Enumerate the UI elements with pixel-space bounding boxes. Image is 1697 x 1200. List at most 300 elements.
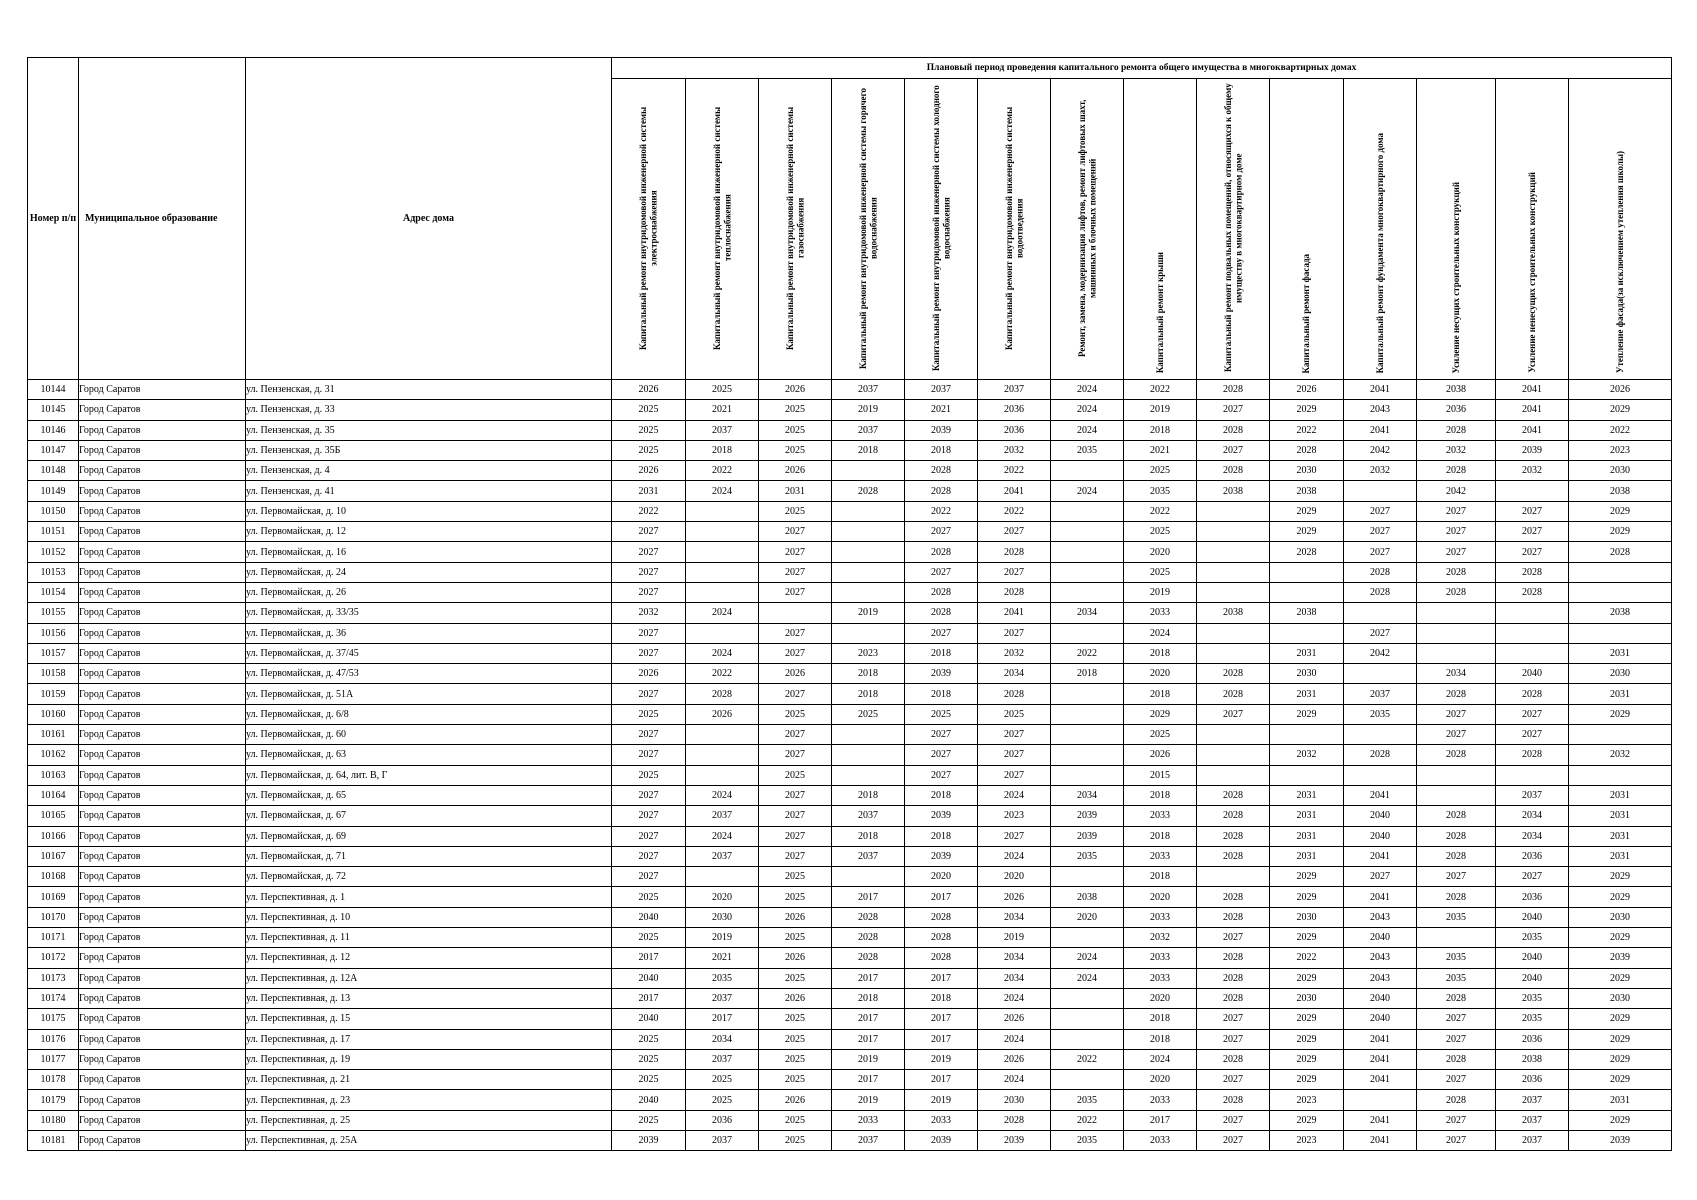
address-cell: ул. Перспективная, д. 12А bbox=[246, 968, 612, 988]
year-cell: 2028 bbox=[1417, 887, 1496, 907]
table-row bbox=[28, 623, 1672, 643]
year-cell: 2033 bbox=[1124, 968, 1197, 988]
year-cell: 2017 bbox=[905, 887, 978, 907]
year-cell: 2025 bbox=[759, 440, 832, 460]
year-cell: 2031 bbox=[1270, 846, 1344, 866]
year-cell: 2023 bbox=[1569, 440, 1672, 460]
year-cell: 2035 bbox=[1051, 440, 1124, 460]
table-row bbox=[28, 826, 1672, 846]
year-cell: 2039 bbox=[905, 846, 978, 866]
year-cell: 2029 bbox=[1270, 1110, 1344, 1130]
header-work-type bbox=[978, 79, 1051, 380]
year-cell: 2021 bbox=[1124, 440, 1197, 460]
year-cell: 2025 bbox=[686, 1090, 759, 1110]
year-cell: 2031 bbox=[1270, 806, 1344, 826]
year-cell: 2029 bbox=[1569, 704, 1672, 724]
year-cell: 2037 bbox=[832, 846, 905, 866]
year-cell: 2028 bbox=[1417, 1049, 1496, 1069]
municipality-cell: Город Саратов bbox=[79, 1070, 246, 1090]
table-row bbox=[28, 1110, 1672, 1130]
year-cell: 2027 bbox=[1197, 440, 1270, 460]
year-cell: 2040 bbox=[1496, 968, 1569, 988]
year-cell: 2019 bbox=[686, 928, 759, 948]
year-cell: 2038 bbox=[1270, 481, 1344, 501]
year-cell: 2025 bbox=[612, 1029, 686, 1049]
year-cell: 2022 bbox=[1270, 948, 1344, 968]
row-number: 10177 bbox=[28, 1049, 79, 1069]
year-cell: 2041 bbox=[1344, 1130, 1417, 1150]
year-cell bbox=[1197, 623, 1270, 643]
year-cell: 2039 bbox=[978, 1130, 1051, 1150]
year-cell: 2027 bbox=[759, 562, 832, 582]
year-cell: 2037 bbox=[686, 846, 759, 866]
year-cell: 2039 bbox=[905, 1130, 978, 1150]
year-cell: 2033 bbox=[1124, 846, 1197, 866]
year-cell: 2037 bbox=[686, 806, 759, 826]
year-cell bbox=[1344, 1090, 1417, 1110]
table-row bbox=[28, 745, 1672, 765]
table-row bbox=[28, 582, 1672, 602]
year-cell: 2030 bbox=[978, 1090, 1051, 1110]
year-cell: 2018 bbox=[1124, 1009, 1197, 1029]
year-cell: 2018 bbox=[905, 440, 978, 460]
municipality-cell: Город Саратов bbox=[79, 907, 246, 927]
year-cell: 2028 bbox=[1569, 542, 1672, 562]
year-cell: 2028 bbox=[1344, 745, 1417, 765]
year-cell: 2022 bbox=[686, 461, 759, 481]
year-cell: 2029 bbox=[1124, 704, 1197, 724]
year-cell: 2037 bbox=[686, 1049, 759, 1069]
year-cell: 2029 bbox=[1270, 1009, 1344, 1029]
year-cell: 2026 bbox=[1124, 745, 1197, 765]
table-row bbox=[28, 948, 1672, 968]
year-cell: 2035 bbox=[1051, 1130, 1124, 1150]
year-cell bbox=[686, 725, 759, 745]
year-cell: 2025 bbox=[612, 765, 686, 785]
year-cell: 2038 bbox=[1569, 603, 1672, 623]
year-cell: 2029 bbox=[1569, 501, 1672, 521]
year-cell: 2025 bbox=[1124, 461, 1197, 481]
year-cell: 2028 bbox=[978, 582, 1051, 602]
year-cell: 2019 bbox=[978, 928, 1051, 948]
year-cell: 2043 bbox=[1344, 907, 1417, 927]
year-cell: 2018 bbox=[832, 988, 905, 1008]
year-cell bbox=[1344, 603, 1417, 623]
year-cell bbox=[1197, 582, 1270, 602]
table-row bbox=[28, 785, 1672, 805]
year-cell: 2026 bbox=[759, 380, 832, 400]
year-cell: 2039 bbox=[612, 1130, 686, 1150]
year-cell: 2038 bbox=[1496, 1049, 1569, 1069]
year-cell: 2033 bbox=[1124, 603, 1197, 623]
year-cell: 2020 bbox=[1124, 887, 1197, 907]
year-cell: 2025 bbox=[612, 928, 686, 948]
municipality-cell: Город Саратов bbox=[79, 887, 246, 907]
year-cell: 2025 bbox=[612, 420, 686, 440]
year-cell: 2028 bbox=[905, 461, 978, 481]
year-cell: 2028 bbox=[1417, 461, 1496, 481]
year-cell: 2034 bbox=[978, 664, 1051, 684]
year-cell bbox=[832, 867, 905, 887]
header-work-type bbox=[1124, 79, 1197, 380]
municipality-cell: Город Саратов bbox=[79, 623, 246, 643]
year-cell: 2027 bbox=[1496, 725, 1569, 745]
municipality-cell: Город Саратов bbox=[79, 562, 246, 582]
year-cell: 2026 bbox=[1270, 380, 1344, 400]
address-cell: ул. Пензенская, д. 35Б bbox=[246, 440, 612, 460]
year-cell: 2022 bbox=[1051, 643, 1124, 663]
year-cell: 2033 bbox=[832, 1110, 905, 1130]
year-cell bbox=[1197, 765, 1270, 785]
year-cell: 2027 bbox=[612, 806, 686, 826]
year-cell: 2018 bbox=[1051, 664, 1124, 684]
year-cell: 2020 bbox=[905, 867, 978, 887]
year-cell: 2017 bbox=[832, 1029, 905, 1049]
row-number: 10149 bbox=[28, 481, 79, 501]
year-cell bbox=[1569, 765, 1672, 785]
year-cell: 2018 bbox=[1124, 867, 1197, 887]
address-cell: ул. Пензенская, д. 31 bbox=[246, 380, 612, 400]
table-header bbox=[28, 58, 1672, 380]
header-work-type-label: Капитальный ремонт крыши bbox=[1154, 251, 1165, 373]
year-cell: 2031 bbox=[1569, 1090, 1672, 1110]
year-cell: 2027 bbox=[1417, 704, 1496, 724]
year-cell: 2025 bbox=[759, 1049, 832, 1069]
year-cell: 2024 bbox=[1051, 948, 1124, 968]
header-work-type-label: Капитальный ремонт фундамента многоквартирного дома bbox=[1374, 132, 1385, 373]
year-cell: 2032 bbox=[978, 643, 1051, 663]
year-cell: 2020 bbox=[978, 867, 1051, 887]
header-work-type-label: Ремонт, замена, модернизация лифтов, ремонт лифтовых шахт, машинных и блочных помещений bbox=[1076, 99, 1097, 357]
year-cell: 2029 bbox=[1270, 1049, 1344, 1069]
year-cell: 2026 bbox=[612, 380, 686, 400]
row-number: 10178 bbox=[28, 1070, 79, 1090]
header-work-type bbox=[612, 79, 686, 380]
year-cell: 2029 bbox=[1270, 501, 1344, 521]
year-cell: 2028 bbox=[1417, 745, 1496, 765]
address-cell: ул. Первомайская, д. 65 bbox=[246, 785, 612, 805]
header-work-type bbox=[759, 79, 832, 380]
year-cell bbox=[686, 562, 759, 582]
year-cell: 2023 bbox=[978, 806, 1051, 826]
row-number: 10148 bbox=[28, 461, 79, 481]
year-cell: 2023 bbox=[1270, 1090, 1344, 1110]
year-cell: 2037 bbox=[686, 420, 759, 440]
row-number: 10154 bbox=[28, 582, 79, 602]
year-cell: 2018 bbox=[832, 684, 905, 704]
year-cell: 2026 bbox=[978, 1049, 1051, 1069]
year-cell: 2028 bbox=[978, 542, 1051, 562]
year-cell bbox=[832, 623, 905, 643]
year-cell: 2025 bbox=[1124, 562, 1197, 582]
year-cell: 2028 bbox=[1344, 562, 1417, 582]
address-cell: ул. Первомайская, д. 36 bbox=[246, 623, 612, 643]
year-cell: 2035 bbox=[1417, 968, 1496, 988]
year-cell: 2027 bbox=[1496, 704, 1569, 724]
year-cell: 2031 bbox=[1569, 785, 1672, 805]
year-cell: 2034 bbox=[1496, 826, 1569, 846]
year-cell: 2033 bbox=[1124, 1090, 1197, 1110]
year-cell: 2024 bbox=[686, 481, 759, 501]
year-cell: 2029 bbox=[1569, 867, 1672, 887]
year-cell: 2018 bbox=[832, 785, 905, 805]
year-cell: 2027 bbox=[905, 765, 978, 785]
year-cell: 2028 bbox=[1197, 461, 1270, 481]
year-cell: 2026 bbox=[978, 1009, 1051, 1029]
year-cell: 2028 bbox=[1197, 968, 1270, 988]
address-cell: ул. Перспективная, д. 13 bbox=[246, 988, 612, 1008]
year-cell: 2024 bbox=[978, 785, 1051, 805]
year-cell: 2030 bbox=[1569, 461, 1672, 481]
year-cell: 2024 bbox=[1124, 1049, 1197, 1069]
year-cell: 2037 bbox=[1496, 1130, 1569, 1150]
year-cell: 2028 bbox=[1197, 988, 1270, 1008]
year-cell bbox=[686, 542, 759, 562]
year-cell: 2034 bbox=[1051, 603, 1124, 623]
year-cell: 2029 bbox=[1270, 522, 1344, 542]
address-cell: ул. Перспективная, д. 23 bbox=[246, 1090, 612, 1110]
year-cell: 2022 bbox=[1124, 501, 1197, 521]
year-cell: 2031 bbox=[759, 481, 832, 501]
year-cell: 2027 bbox=[759, 806, 832, 826]
row-number: 10181 bbox=[28, 1130, 79, 1150]
year-cell: 2026 bbox=[759, 461, 832, 481]
municipality-cell: Город Саратов bbox=[79, 1090, 246, 1110]
year-cell: 2022 bbox=[978, 501, 1051, 521]
year-cell: 2027 bbox=[978, 562, 1051, 582]
year-cell: 2025 bbox=[759, 968, 832, 988]
year-cell: 2027 bbox=[759, 542, 832, 562]
year-cell: 2041 bbox=[1344, 380, 1417, 400]
year-cell: 2027 bbox=[978, 745, 1051, 765]
year-cell bbox=[686, 501, 759, 521]
row-number: 10146 bbox=[28, 420, 79, 440]
address-cell: ул. Пензенская, д. 35 bbox=[246, 420, 612, 440]
year-cell: 2015 bbox=[1124, 765, 1197, 785]
address-cell: ул. Первомайская, д. 69 bbox=[246, 826, 612, 846]
row-number: 10166 bbox=[28, 826, 79, 846]
header-work-type bbox=[1051, 79, 1124, 380]
year-cell bbox=[1051, 1070, 1124, 1090]
header-work-type-label: Усиление ненесущих строительных конструкций bbox=[1526, 172, 1537, 373]
table-row bbox=[28, 380, 1672, 400]
year-cell: 2022 bbox=[1124, 380, 1197, 400]
address-cell: ул. Пензенская, д. 33 bbox=[246, 400, 612, 420]
year-cell: 2035 bbox=[1051, 1090, 1124, 1110]
row-number: 10147 bbox=[28, 440, 79, 460]
year-cell: 2027 bbox=[1496, 501, 1569, 521]
year-cell: 2027 bbox=[1197, 704, 1270, 724]
year-cell: 2026 bbox=[612, 461, 686, 481]
year-cell: 2028 bbox=[1417, 562, 1496, 582]
year-cell: 2038 bbox=[1051, 887, 1124, 907]
year-cell: 2027 bbox=[612, 725, 686, 745]
year-cell: 2028 bbox=[1344, 582, 1417, 602]
year-cell: 2029 bbox=[1569, 928, 1672, 948]
header-work-type bbox=[1344, 79, 1417, 380]
year-cell: 2037 bbox=[978, 380, 1051, 400]
municipality-cell: Город Саратов bbox=[79, 400, 246, 420]
year-cell bbox=[1569, 582, 1672, 602]
year-cell: 2029 bbox=[1569, 887, 1672, 907]
year-cell bbox=[1197, 501, 1270, 521]
year-cell: 2027 bbox=[612, 745, 686, 765]
year-cell: 2036 bbox=[1496, 1029, 1569, 1049]
year-cell bbox=[832, 522, 905, 542]
year-cell bbox=[1270, 765, 1344, 785]
year-cell: 2018 bbox=[1124, 1029, 1197, 1049]
address-cell: ул. Перспективная, д. 1 bbox=[246, 887, 612, 907]
table-row bbox=[28, 765, 1672, 785]
year-cell: 2020 bbox=[686, 887, 759, 907]
header-work-type-label: Усиление несущих строительных конструкций bbox=[1450, 181, 1461, 373]
row-number: 10153 bbox=[28, 562, 79, 582]
address-cell: ул. Перспективная, д. 12 bbox=[246, 948, 612, 968]
year-cell: 2019 bbox=[905, 1090, 978, 1110]
year-cell: 2027 bbox=[1417, 1130, 1496, 1150]
row-number: 10144 bbox=[28, 380, 79, 400]
year-cell: 2017 bbox=[612, 948, 686, 968]
year-cell bbox=[832, 461, 905, 481]
municipality-cell: Город Саратов bbox=[79, 806, 246, 826]
table-row bbox=[28, 1070, 1672, 1090]
year-cell bbox=[1417, 623, 1496, 643]
year-cell: 2025 bbox=[759, 928, 832, 948]
year-cell: 2022 bbox=[905, 501, 978, 521]
year-cell: 2028 bbox=[905, 948, 978, 968]
table-row bbox=[28, 420, 1672, 440]
year-cell: 2037 bbox=[1496, 1110, 1569, 1130]
municipality-cell: Город Саратов bbox=[79, 603, 246, 623]
year-cell: 2039 bbox=[905, 420, 978, 440]
year-cell: 2041 bbox=[1496, 420, 1569, 440]
year-cell: 2032 bbox=[1344, 461, 1417, 481]
address-cell: ул. Перспективная, д. 17 bbox=[246, 1029, 612, 1049]
year-cell: 2026 bbox=[978, 887, 1051, 907]
year-cell bbox=[832, 765, 905, 785]
table-row bbox=[28, 1049, 1672, 1069]
year-cell: 2027 bbox=[1197, 928, 1270, 948]
year-cell bbox=[1270, 562, 1344, 582]
header-work-type-label: Капитальный ремонт внутридомовой инженерной системы теплоснабжения bbox=[711, 106, 732, 350]
year-cell: 2028 bbox=[1197, 684, 1270, 704]
year-cell: 2034 bbox=[686, 1029, 759, 1049]
year-cell bbox=[1051, 522, 1124, 542]
year-cell: 2028 bbox=[1197, 846, 1270, 866]
year-cell: 2041 bbox=[1496, 400, 1569, 420]
year-cell: 2017 bbox=[905, 1029, 978, 1049]
year-cell: 2027 bbox=[612, 785, 686, 805]
year-cell: 2040 bbox=[1344, 826, 1417, 846]
year-cell: 2030 bbox=[1270, 664, 1344, 684]
year-cell: 2031 bbox=[612, 481, 686, 501]
year-cell: 2028 bbox=[1270, 542, 1344, 562]
municipality-cell: Город Саратов bbox=[79, 1110, 246, 1130]
year-cell: 2031 bbox=[1270, 684, 1344, 704]
year-cell: 2022 bbox=[612, 501, 686, 521]
year-cell: 2036 bbox=[1496, 846, 1569, 866]
year-cell bbox=[832, 562, 905, 582]
year-cell: 2027 bbox=[759, 522, 832, 542]
municipality-cell: Город Саратов bbox=[79, 1009, 246, 1029]
year-cell: 2030 bbox=[1569, 907, 1672, 927]
year-cell: 2026 bbox=[759, 1090, 832, 1110]
year-cell: 2027 bbox=[1417, 867, 1496, 887]
year-cell: 2027 bbox=[1344, 623, 1417, 643]
year-cell: 2017 bbox=[905, 1070, 978, 1090]
year-cell bbox=[1270, 725, 1344, 745]
year-cell bbox=[1051, 765, 1124, 785]
year-cell: 2025 bbox=[759, 867, 832, 887]
year-cell: 2027 bbox=[978, 765, 1051, 785]
year-cell: 2031 bbox=[1569, 826, 1672, 846]
year-cell: 2025 bbox=[612, 1049, 686, 1069]
year-cell: 2040 bbox=[612, 1090, 686, 1110]
year-cell: 2029 bbox=[1270, 887, 1344, 907]
year-cell: 2025 bbox=[759, 420, 832, 440]
address-cell: ул. Первомайская, д. 16 bbox=[246, 542, 612, 562]
year-cell: 2041 bbox=[1496, 380, 1569, 400]
year-cell bbox=[832, 745, 905, 765]
row-number: 10172 bbox=[28, 948, 79, 968]
year-cell: 2017 bbox=[832, 887, 905, 907]
table-row bbox=[28, 704, 1672, 724]
year-cell: 2024 bbox=[1124, 623, 1197, 643]
year-cell: 2024 bbox=[686, 603, 759, 623]
row-number: 10171 bbox=[28, 928, 79, 948]
year-cell: 2028 bbox=[832, 948, 905, 968]
municipality-cell: Город Саратов bbox=[79, 968, 246, 988]
table-row bbox=[28, 562, 1672, 582]
year-cell: 2028 bbox=[905, 481, 978, 501]
year-cell: 2035 bbox=[686, 968, 759, 988]
year-cell: 2042 bbox=[1344, 643, 1417, 663]
year-cell: 2025 bbox=[612, 400, 686, 420]
year-cell: 2030 bbox=[686, 907, 759, 927]
row-number: 10155 bbox=[28, 603, 79, 623]
year-cell: 2025 bbox=[759, 1070, 832, 1090]
year-cell: 2019 bbox=[832, 1049, 905, 1069]
year-cell bbox=[1051, 623, 1124, 643]
year-cell: 2040 bbox=[1344, 988, 1417, 1008]
year-cell: 2018 bbox=[832, 664, 905, 684]
table-row bbox=[28, 481, 1672, 501]
year-cell bbox=[1197, 643, 1270, 663]
year-cell: 2022 bbox=[1051, 1110, 1124, 1130]
header-work-type-label: Капитальный ремонт внутридомовой инженерной системы электроснабжения bbox=[638, 106, 659, 350]
table-row bbox=[28, 664, 1672, 684]
year-cell bbox=[686, 867, 759, 887]
year-cell: 2035 bbox=[1496, 928, 1569, 948]
year-cell: 2028 bbox=[1197, 1090, 1270, 1110]
address-cell: ул. Первомайская, д. 67 bbox=[246, 806, 612, 826]
year-cell: 2024 bbox=[686, 643, 759, 663]
year-cell: 2025 bbox=[759, 1009, 832, 1029]
year-cell: 2027 bbox=[1496, 867, 1569, 887]
year-cell: 2021 bbox=[686, 948, 759, 968]
year-cell bbox=[832, 501, 905, 521]
year-cell: 2025 bbox=[759, 501, 832, 521]
year-cell: 2028 bbox=[832, 907, 905, 927]
table-row bbox=[28, 1009, 1672, 1029]
year-cell: 2036 bbox=[978, 400, 1051, 420]
municipality-cell: Город Саратов bbox=[79, 461, 246, 481]
year-cell: 2040 bbox=[1496, 664, 1569, 684]
year-cell: 2032 bbox=[978, 440, 1051, 460]
year-cell: 2027 bbox=[1417, 1029, 1496, 1049]
year-cell: 2037 bbox=[1344, 684, 1417, 704]
year-cell: 2026 bbox=[759, 907, 832, 927]
